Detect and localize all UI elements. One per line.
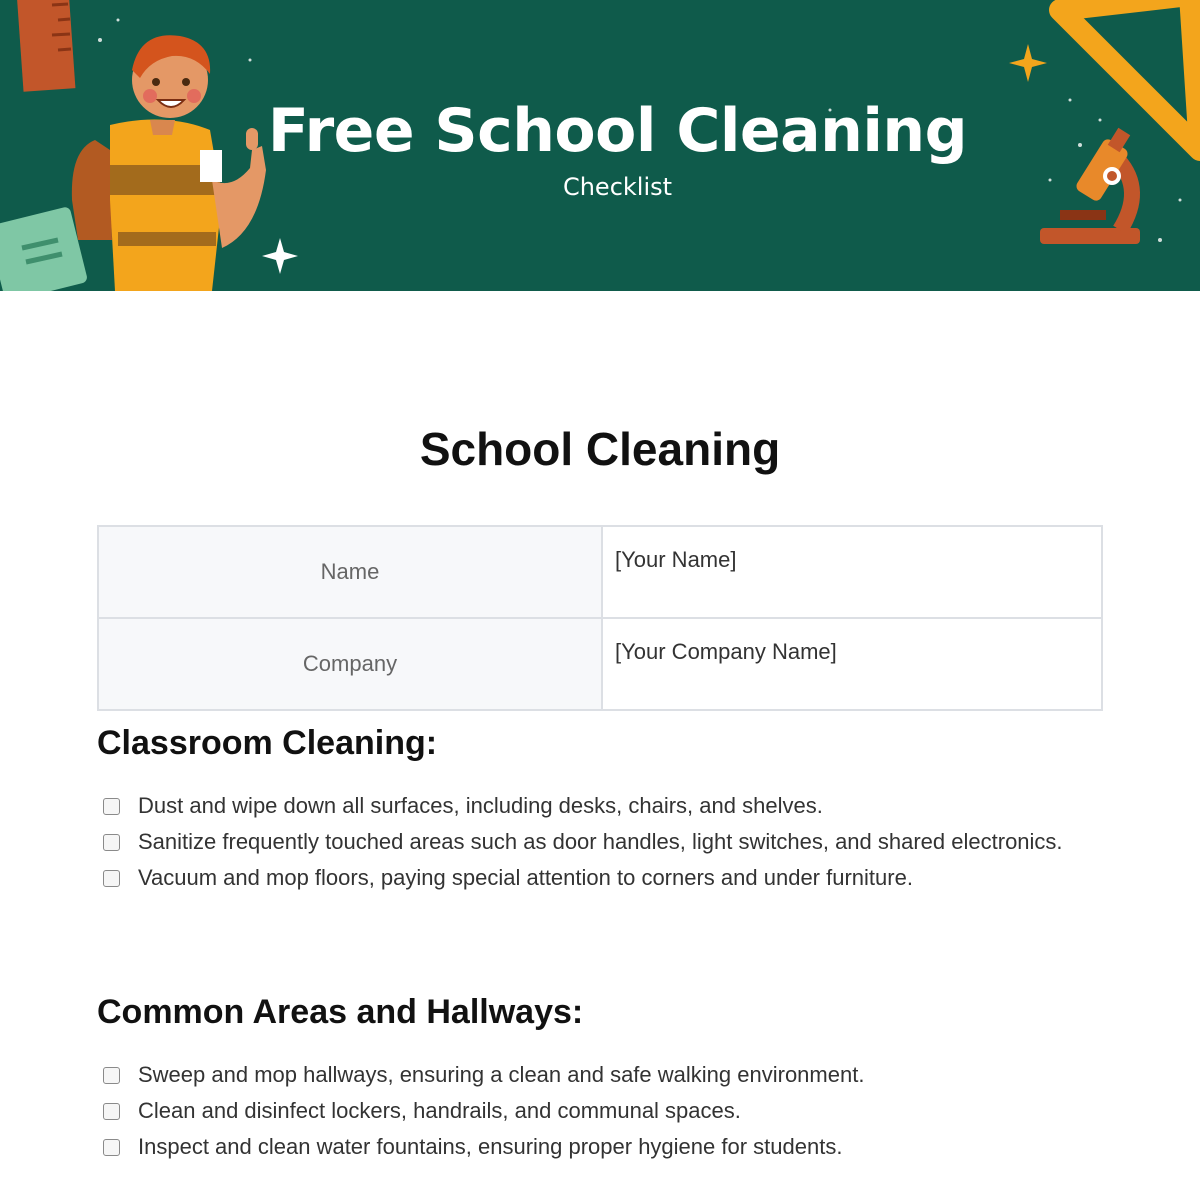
common-areas-checklist [97,1057,1097,1165]
document-title: School Cleaning [419,423,781,475]
checkbox[interactable] [103,1139,120,1156]
section-heading-classroom: Classroom Cleaning: [97,724,438,762]
table-row [98,526,1102,618]
list-item [97,1057,1097,1093]
checkbox[interactable] [103,834,120,851]
item-text: Inspect and clean water fountains, ensuring proper hygiene for students. [138,1134,843,1159]
header-banner [0,0,1200,291]
company-field[interactable]: [Your Company Name] [602,618,1102,710]
name-field[interactable]: [Your Name] [602,526,1102,618]
checkbox[interactable] [103,1103,120,1120]
item-text: Sanitize frequently touched areas such as door handles, light switches, and shared electronics. [138,829,1063,854]
item-text: Sweep and mop hallways, ensuring a clean and safe walking environment. [138,1062,865,1087]
sparkle-icon [262,238,298,274]
banner-subtitle: Checklist [562,173,673,201]
section-heading-common-areas: Common Areas and Hallways: [97,993,584,1031]
list-item [97,1129,1097,1165]
item-text: Dust and wipe down all surfaces, including desks, chairs, and shelves. [138,793,823,818]
name-label: Name [98,526,602,618]
classroom-checklist [97,788,1097,896]
checkbox[interactable] [103,1067,120,1084]
list-item [97,788,1097,824]
list-item [97,1093,1097,1129]
company-label: Company [98,618,602,710]
info-table [97,525,1103,711]
list-item [97,860,1097,896]
checkbox[interactable] [103,798,120,815]
sparkle-icon [1009,44,1047,82]
list-item [97,824,1097,860]
item-text: Clean and disinfect lockers, handrails, and communal spaces. [138,1098,741,1123]
checkbox[interactable] [103,870,120,887]
banner-title: Free School Cleaning [267,96,968,166]
ruler-icon [17,0,76,92]
item-text: Vacuum and mop floors, paying special attention to corners and under furniture. [138,865,913,890]
table-row [98,618,1102,710]
